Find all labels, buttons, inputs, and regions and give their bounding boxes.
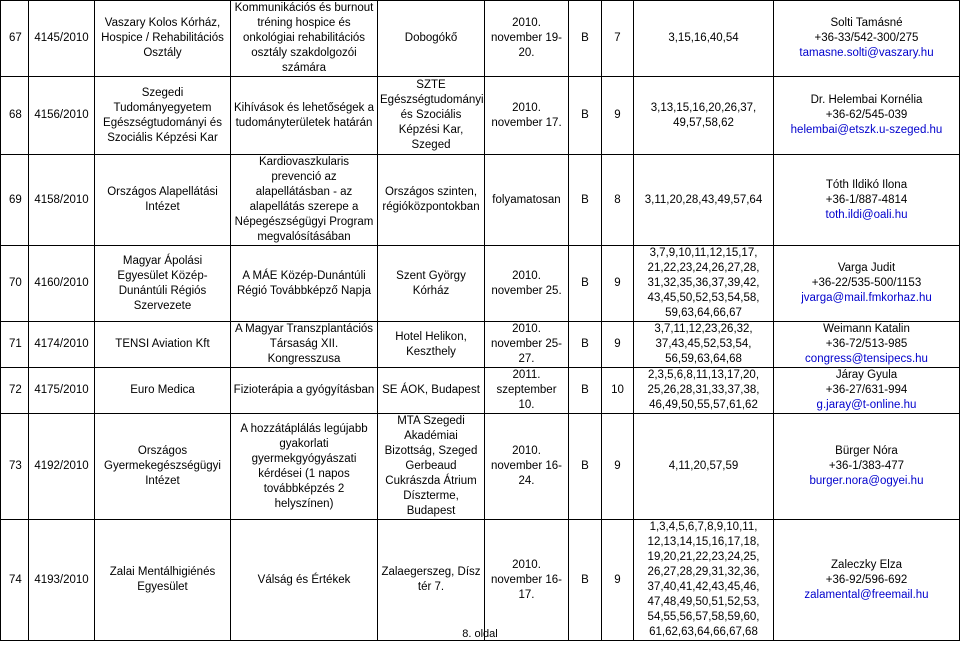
contact-phone: +36-1/887-4814: [825, 193, 908, 206]
table-row: [1, 246, 960, 322]
row-number: 68: [1, 77, 29, 155]
contact-name: Solti Tamásné: [830, 17, 903, 29]
registration-id: 4192/2010: [29, 414, 95, 520]
course-title: Kardiovaszkularis prevenció az alapellátásban - az alapellátás szerepe a Népegészségügyi Program megvalósításában: [231, 155, 378, 246]
contact: [774, 368, 960, 414]
organizer: Zalai Mentálhigiénés Egyesület: [95, 520, 231, 641]
date: 2010. november 16-24.: [485, 414, 569, 520]
specialty-codes: 4,11,20,57,59: [634, 414, 774, 520]
organizer: Országos Alapellátási Intézet: [95, 155, 231, 246]
registration-id: 4175/2010: [29, 368, 95, 414]
date: 2010. november 19-20.: [485, 1, 569, 77]
row-number: 67: [1, 1, 29, 77]
venue: Dobogókő: [378, 1, 485, 77]
specialty-codes: 3,7,11,12,23,26,32, 37,43,45,52,53,54, 56,59,63,64,68: [634, 322, 774, 368]
contact-name: Tóth Ildikó Ilona: [825, 178, 908, 191]
contact-phone: +36-33/542-300/275: [814, 32, 919, 44]
specialty-codes: 3,7,9,10,11,12,15,17, 21,22,23,24,26,27,28, 31,32,35,36,37,39,42, 43,45,50,52,53,54,58, 59,63,64,66,67: [634, 246, 774, 322]
contact-name: Dr. Helembai Kornélia: [810, 94, 923, 106]
course-title: A MÁE Közép-Dunántúli Régió Továbbképző Napja: [231, 246, 378, 322]
row-number: 71: [1, 322, 29, 368]
row-number: 69: [1, 155, 29, 246]
registration-id: 4156/2010: [29, 77, 95, 155]
contact-email[interactable]: g.jaray@t-online.hu: [816, 399, 917, 411]
contact-email[interactable]: congress@tensipecs.hu: [805, 353, 928, 365]
category: B: [569, 77, 602, 155]
date: folyamatosan: [485, 155, 569, 246]
contact-phone: +36-1/383-477: [828, 460, 905, 472]
specialty-codes: 2,3,5,6,8,11,13,17,20, 25,26,28,31,33,37,38, 46,49,50,55,57,61,62: [634, 368, 774, 414]
contact-name: Járay Gyula: [835, 369, 898, 381]
specialty-codes: 3,11,20,28,43,49,57,64: [634, 155, 774, 246]
points: 7: [602, 1, 634, 77]
date: 2011. szeptember 10.: [485, 368, 569, 414]
points: 9: [602, 414, 634, 520]
table-row: [1, 520, 960, 641]
venue: SZTE Egészségtudományi és Szociális Képzési Kar, Szeged: [378, 77, 485, 155]
category: B: [569, 1, 602, 77]
organizer: Országos Gyermekegészségügyi Intézet: [95, 414, 231, 520]
category: B: [569, 246, 602, 322]
course-title: Fizioterápia a gyógyításban: [231, 368, 378, 414]
contact-phone: +36-22/535-500/1153: [811, 277, 922, 289]
contact-phone: +36-27/631-994: [825, 384, 908, 396]
table-row: [1, 1, 960, 77]
venue: SE ÁOK, Budapest: [378, 368, 485, 414]
registration-id: 4160/2010: [29, 246, 95, 322]
contact: [774, 77, 960, 155]
course-title: A hozzátáplálás legújabb gyakorlati gyermekgyógyászati kérdései (1 napos továbbképzés 2 helyszínen): [231, 414, 378, 520]
table-row: [1, 368, 960, 414]
contact-email[interactable]: burger.nora@ogyei.hu: [809, 475, 924, 487]
contact-phone: +36-72/513-985: [825, 338, 908, 350]
venue: Hotel Helikon, Keszthely: [378, 322, 485, 368]
points: 9: [602, 246, 634, 322]
row-number: 70: [1, 246, 29, 322]
registration-id: 4158/2010: [29, 155, 95, 246]
date: 2010. november 25-27.: [485, 322, 569, 368]
row-number: 73: [1, 414, 29, 520]
category: B: [569, 322, 602, 368]
category: B: [569, 155, 602, 246]
specialty-codes: 1,3,4,5,6,7,8,9,10,11, 12,13,14,15,16,17,18, 19,20,21,22,23,24,25, 26,27,28,29,31,32,36, 37,40,41,42,43,45,46, 47,48,49,50,51,52,53, 54,55,56,57,58,59,60, 61,62,63,64,66,67,68: [634, 520, 774, 641]
contact-phone: +36-92/596-692: [825, 573, 908, 586]
date: 2010. november 25.: [485, 246, 569, 322]
table-row: [1, 322, 960, 368]
contact: [774, 414, 960, 520]
page-number: 8. oldal: [462, 628, 498, 640]
points: 10: [602, 368, 634, 414]
contact: [774, 246, 960, 322]
organizer: Vaszary Kolos Kórház, Hospice / Rehabilitációs Osztály: [95, 1, 231, 77]
contact-name: Weimann Katalin: [823, 323, 910, 335]
organizer: Magyar Ápolási Egyesület Közép-Dunántúli Régiós Szervezete: [95, 246, 231, 322]
table-row: [1, 414, 960, 520]
points: 9: [602, 520, 634, 641]
contact: [774, 322, 960, 368]
points: 9: [602, 77, 634, 155]
specialty-codes: 3,15,16,40,54: [634, 1, 774, 77]
registration-id: 4193/2010: [29, 520, 95, 641]
course-title: A Magyar Transzplantációs Társaság XII. Kongresszusa: [231, 322, 378, 368]
contact: [774, 155, 960, 246]
table-row: [1, 77, 960, 155]
row-number: 72: [1, 368, 29, 414]
contact-name: Bürger Nóra: [835, 445, 898, 457]
contact: [774, 520, 960, 641]
venue: MTA Szegedi Akadémiai Bizottság, Szeged Gerbeaud Cukrászda Átrium Díszterme, Budapest: [378, 414, 485, 520]
contact-email[interactable]: zalamental@freemail.hu: [804, 588, 929, 601]
registration-id: 4145/2010: [29, 1, 95, 77]
contact-email[interactable]: jvarga@mail.fmkorhaz.hu: [801, 292, 932, 304]
venue: Szent György Kórház: [378, 246, 485, 322]
category: B: [569, 414, 602, 520]
organizer: Szegedi Tudományegyetem Egészségtudományi és Szociális Képzési Kar: [95, 77, 231, 155]
specialty-codes: 3,13,15,16,20,26,37, 49,57,58,62: [634, 77, 774, 155]
course-title: Kommunikációs és burnout tréning hospice és onkológiai rehabilitációs osztály szakdolgozói számára: [231, 1, 378, 77]
date: 2010. november 16-17.: [485, 520, 569, 641]
course-title: Kihívások és lehetőségek a tudományterületek határán: [231, 77, 378, 155]
venue: Országos szinten, régióközpontokban: [378, 155, 485, 246]
course-title: Válság és Értékek: [231, 520, 378, 641]
points: 9: [602, 322, 634, 368]
category: B: [569, 520, 602, 641]
venue: Zalaegerszeg, Dísz tér 7.: [378, 520, 485, 641]
table-row: [1, 155, 960, 246]
organizer: TENSI Aviation Kft: [95, 322, 231, 368]
points: 8: [602, 155, 634, 246]
contact-email[interactable]: helembai@etszk.u-szeged.hu: [790, 124, 943, 136]
contact-email[interactable]: tamasne.solti@vaszary.hu: [799, 47, 934, 59]
contact-phone: +36-62/545-039: [825, 109, 908, 121]
contact-email[interactable]: toth.ildi@oali.hu: [825, 208, 908, 221]
organizer: Euro Medica: [95, 368, 231, 414]
contact-name: Zaleczky Elza: [831, 558, 902, 571]
contact: [774, 1, 960, 77]
registration-id: 4174/2010: [29, 322, 95, 368]
contact-name: Varga Judit: [837, 262, 896, 274]
row-number: 74: [1, 520, 29, 641]
date: 2010. november 17.: [485, 77, 569, 155]
category: B: [569, 368, 602, 414]
